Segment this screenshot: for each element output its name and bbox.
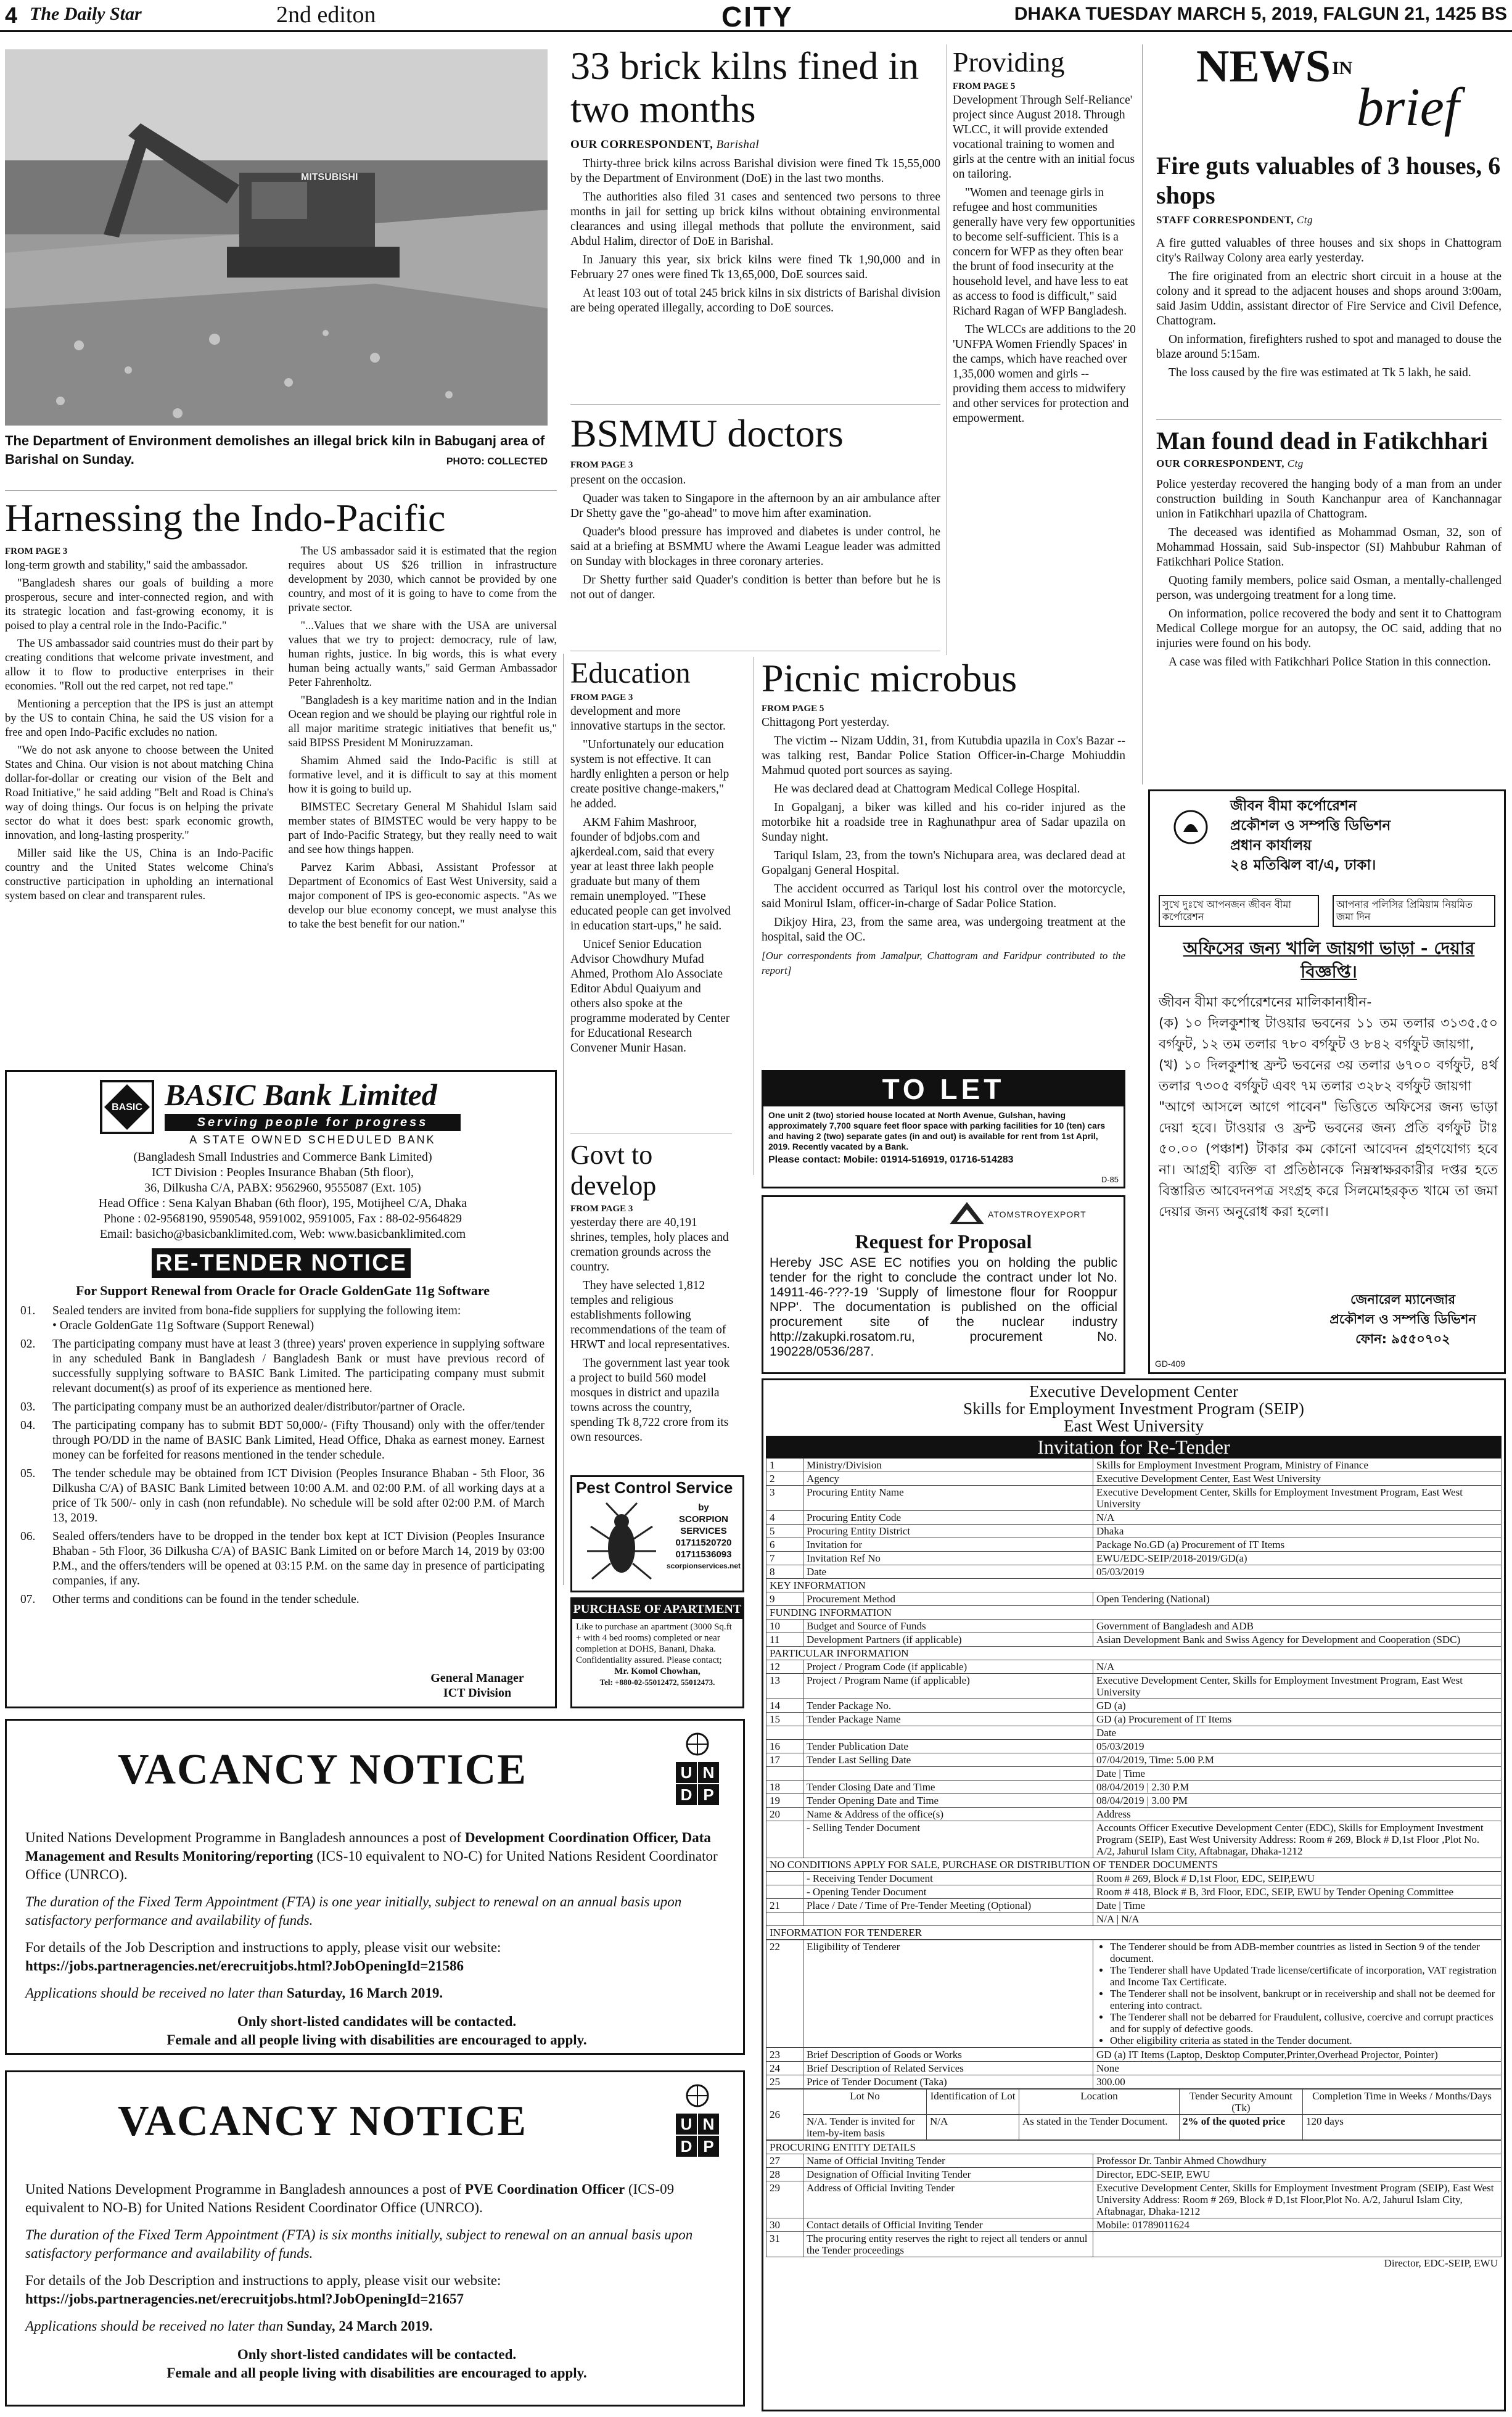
table-cell: 28: [766, 2168, 803, 2181]
contact-tel: Tel: +880-02-55012472, 55012473.: [599, 1678, 715, 1687]
table-cell: 27: [766, 2154, 803, 2168]
table-row: [766, 1808, 1502, 1821]
table-row: [766, 1660, 1502, 1674]
slogan-right: আপনার পলিসির প্রিমিয়াম নিয়মিত জমা দিন: [1333, 895, 1495, 927]
table-cell: Address: [1093, 1808, 1502, 1821]
from-page: FROM PAGE 3: [570, 693, 633, 702]
divider: [570, 404, 940, 405]
table-cell: 2: [766, 1472, 803, 1486]
table-cell: Professor Dr. Tanbir Ahmed Chowdhury: [1093, 2154, 1502, 2168]
article-body: development and more innovative startups in the sector. "Unfortunately our education system is not effective. It can hardly enlighten a person or help create positive change-makers," he added. AKM Fahim Mashroor, founder of bdjobs.com and ajkerdeal.com, said that every year at least three lakh people graduate but many of them remain unemployed. "These educated people can get involved in education start-ups," he said. Unicef Senior Education Advisor Chowdhury Mufad Ahmed, Prothom Alo Associate Editor Abdul Quaiyum and others also spoke at the programme moderated by Center for Educational Research Convener Munir Hasan.: [570, 705, 731, 1055]
divider: [563, 654, 564, 1585]
byline: OUR CORRESPONDENT, Ctg: [1156, 458, 1304, 469]
slogan-left: সুখে দুঃখে আপনজন জীবন বীমা কর্পোরেশন: [1159, 895, 1319, 927]
machine-brand: MITSUBISHI: [301, 172, 358, 183]
table-cell: [766, 1913, 803, 1926]
headline: Govt to develop: [570, 1140, 657, 1201]
table-cell: 08/04/2019 | 3.00 PM: [1093, 1794, 1502, 1808]
un-emblem-icon: [670, 1732, 725, 1756]
table-cell: Executive Development Center, Skills for Employment Investment Program (SEIP), East West University Address: Room # 269, Block # D,1st Floor,Plot No. A/2, Jahurul Islam City, Aftabnagar, Dhaka-1212: [1093, 2181, 1502, 2218]
table-cell: 05/03/2019: [1093, 1740, 1502, 1753]
caption-text: The Department of Environment demolishes an illegal brick kiln in Babuganj area of Barishal on Sunday.: [5, 433, 545, 467]
article-providing: [953, 47, 1138, 430]
table-cell: 25: [766, 2075, 803, 2089]
table-row: [766, 1767, 1502, 1781]
table-cell: Date: [1093, 1726, 1502, 1740]
ad-title: TO LET: [763, 1072, 1124, 1106]
table-cell: Room # 418, Block # B, 3rd Floor, EDC, SEIP, EWU by Tender Opening Committee: [1093, 1885, 1502, 1899]
table-row: [766, 1525, 1502, 1538]
divider: [5, 490, 557, 491]
table-row: [766, 1511, 1502, 1525]
article-body: yesterday there are 40,191 shrines, temples, holy places and cremation grounds across the country. They have selected 1,812 temples and religious establishments following recommendations of the team of HRWT and local representatives. The government last year took a project to build 560 model mosques in district and upazila towns across the country, spending Tk 8,722 crore from its own resources.: [570, 1216, 730, 1444]
retender-subtitle: For Support Renewal from Oracle for Oracle GoldenGate 11g Software: [75, 1283, 490, 1298]
table-cell: Open Tendering (National): [1093, 1592, 1502, 1606]
jbc-logo-icon: [1172, 809, 1209, 846]
vacancy-title: VACANCY NOTICE: [118, 1746, 527, 1793]
news-in-brief-banner: [1196, 41, 1492, 139]
table-row: [766, 2075, 1502, 2089]
table-cell: 300.00: [1093, 2075, 1502, 2089]
table-row: [766, 1872, 1502, 1885]
byline: OUR CORRESPONDENT, Barishal: [570, 138, 760, 151]
table-cell: [1093, 2232, 1502, 2257]
photo-caption: [5, 432, 548, 469]
eligibility-list: [1096, 1941, 1498, 2046]
table-cell: 14: [766, 1699, 803, 1713]
table-cell: [766, 1821, 803, 1858]
bank-contact: (Bangladesh Small Industries and Commerce Bank Limited) ICT Division : Peoples Insurance Bhaban (5th floor), 36, Dilkusha C/A, PABX: 9562960, 9555087 (Ext. 105) Head Office : Sena Kalyan Bhaban (6th floor), 195, Motijheel C/A, Dhaka Phone : 02-9568190, 9590548, 9591002, 9591005, Fax : 88-02-9564829 Email: basicho@basicbanklimited.com, Web: www.basicbanklimited.com: [98, 1150, 467, 1241]
list-item: 03. The participating company must be an authorized dealer/distributor/partner of Oracle.: [20, 1401, 466, 1414]
table-row: [766, 1740, 1502, 1753]
table-cell: The procuring entity reserves the right to reject all tenders or annul the Tender proceedings: [803, 2232, 1093, 2257]
table-cell: Room # 269, Block # D,1st Floor, EDC, SEIP,EWU: [1093, 1872, 1502, 1885]
undp-logo: [670, 2083, 725, 2176]
table-cell: 29: [766, 2181, 803, 2218]
tender-table-2: [766, 2048, 1502, 2089]
table-cell: 18: [766, 1781, 803, 1794]
table-cell: Tender Last Selling Date: [803, 1753, 1093, 1767]
table-cell: Procuring Entity District: [803, 1525, 1093, 1538]
table-row: [766, 1713, 1502, 1726]
table-cell: Procurement Method: [803, 1592, 1093, 1606]
list-item: 01. Sealed tenders are invited from bona-fide suppliers for supplying the following item: • Oracle GoldenGate 11g Software (Support Renewal): [20, 1304, 461, 1332]
ad-code: GD-409: [1155, 1359, 1186, 1369]
eligibility-table: [766, 1940, 1502, 2048]
table-row: [766, 1592, 1502, 1606]
notice-title: অফিসের জন্য খালি জায়গা ভাড়া - দেয়ার বিজ্ঞপ্তি।: [1183, 938, 1475, 982]
list-item: • The Tenderer shall not be insolvent, bankrupt or in receivership and shall not be deemed for entering into contract.: [1110, 1988, 1498, 2011]
cockroach-icon: [578, 1502, 665, 1588]
table-row: [766, 1885, 1502, 1899]
article-body: FROM PAGE 3 long-term growth and stability," said the ambassador. "Bangladesh shares our goals of building a more prosperous, secure and inter-connected region, and with its strategic location and fast-growing economy, it is poised to play a central role in the Indo-Pacific." The US ambassador said countries must do their part by creating conditions that welcome private investment, and allow it to flow to productive enterprises in their economies. "Roll out the red carpet, not red tape." Mentioning a perception that the IPS is just an attempt by the US to contain China, he said the US vision for a free and open Indo-Pacific excludes no nation. "We do not ask anyone to choose between the United States and China. Our vision is not about matching China dollar-for-dollar or creating our vision of the Belt and Road Initiative," he said adding "Belt and Road is China's way of doing things. Our focus is on helping the private sector do what it does best: spark economic growth, innovation, and long-lasting prosperity." Miller said like the US, China is an Indo-Pacific country and the United States welcome China's constructive participation in upholding an international system based on clear and transparent rules. The US ambassador said it is estimated that the region requires about US $26 trillion in infrastructure development by 2030, which cannot be provided by one country, and most of it is going to have to come from the private sector. "...Values that we share with the USA are universal values that we try to project: democracy, rule of law, human rights, justice. In big words, this is what every human being actually wants," said German Ambassador Peter Fahrenholtz. "Bangladesh is a key maritime nation and in the Indian Ocean region and we should be playing our rightful role in all major maritime strategic initiatives that benefit us," said BIPSS President M Moniruzzaman. Shamim Ahmed said the Indo-Pacific is still at formative level, and it is difficult to say at this moment how it is going to build up. BIMSTEC Secretary General M Shahidul Islam said member states of BIMSTEC would be very happy to be part of Indo-Pacific Strategy, but they really need to wait and see how things happen. Parvez Karim Abbasi, Assistant Professor at Department of Economics of East West University, said a major component of IPS is geo-economic aspects. "As we develop our blue economy concept, we must analyse this to take the best benefit for our nation.": [5, 545, 557, 931]
table-cell: Executive Development Center, East West University: [1093, 1472, 1502, 1486]
article-body: present on the occasion. Quader was taken to Singapore in the afternoon by an air ambulance after Dr Shetty gave the "go-ahead" to move him after examination. Quader's blood pressure has improved and diabetes is under control, he said at a briefing at BSMMU where the Awami League leader was admitted on Sunday with blockages in three coronary arteries. Dr Shetty further said Quader's condition is better than before but he is not out of danger.: [570, 474, 940, 601]
ad-vacancy-notice-1: [5, 1719, 745, 2055]
brief-label: brief: [1357, 78, 1460, 138]
signature-block: General Manager ICT Division: [430, 1671, 524, 1700]
table-cell: Executive Development Center, Skills for Employment Investment Program, East West University: [1093, 1674, 1502, 1699]
table-row: 26 Lot No Identification of Lot Location Tender Security Amount (Tk) Completion Time in Weeks / Months/Days: [766, 2090, 1502, 2115]
article-body: Chittagong Port yesterday. The victim -- Nizam Uddin, 31, from Kutubdia upazila in Cox's Bazar -- was talking rest, Bandar Police Station Officer-in-Charge Mohiuddin Mahmud quoted port sources as saying. He was declared dead at Chattogram Medical College Hospital. In Gopalganj, a biker was killed and his co-rider injured as the motorbike hit a roadside tree in Raghunathpur area of Sadar upazila on Sunday night. Tariqul Islam, 23, from the town's Nichupara area, was declared dead at Gopalganj General Hospital. The accident occurred as Tariqul lost his control over the motorcycle, said Monirul Islam, officer-in-charge of Sadar Police Station. Dikjoy Hira, 23, from the same area, was undergoing treatment at the hospital, said the OC. [Our correspondents from Jamalpur, Chattogram and Faridpur contributed to the report]: [762, 715, 1125, 978]
list-item: 02. The participating company must have at least 3 (three) years' proven experience in supplying software in any scheduled Bank in Bangladesh / Bangladesh Bank or must have previous record of successfully supplying software to BASIC Bank Limited. The participating company must submit relevant document(s) as proof of its experience as mentioned here.: [20, 1338, 544, 1395]
headline: Harnessing the Indo-Pacific: [5, 496, 446, 540]
news-label: NEWS: [1196, 41, 1331, 92]
procuring-entity-table: [766, 2140, 1502, 2257]
ad-title: Pest Control Service: [576, 1478, 733, 1497]
table-row: [766, 2218, 1502, 2232]
list-item: • The Tenderer shall have Updated Trade license/certificate of incorporation, VAT registration and Income Tax Certificate.: [1110, 1964, 1498, 1988]
table-cell: 10: [766, 1620, 803, 1633]
lot-table: [766, 2089, 1502, 2140]
table-cell: None: [1093, 2062, 1502, 2075]
table-cell: GD (a): [1093, 1699, 1502, 1713]
table-cell: Date | Time: [1093, 1899, 1502, 1913]
ad-title: Request for Proposal: [855, 1230, 1032, 1253]
seip-title: Invitation for Re-Tender: [766, 1436, 1502, 1458]
table-cell: [803, 1726, 1093, 1740]
ad-contact: Please contact: Mobile: 01914-516919, 01716-514283: [768, 1155, 1014, 1165]
table-cell: 11: [766, 1633, 803, 1647]
ad-seip-retender: [762, 1378, 1506, 2411]
bank-tagline: Serving people for progress: [165, 1114, 461, 1131]
table-cell: Package No.GD (a) Procurement of IT Items: [1093, 1538, 1502, 1552]
headline: Providing: [953, 46, 1065, 78]
table-row: [766, 1794, 1502, 1808]
seip-header: Executive Development Center Skills for Employment Investment Program (SEIP) East West University: [963, 1382, 1304, 1435]
svg-text:BASIC: BASIC: [112, 1102, 142, 1113]
table-cell: Director, EDC-SEIP, EWU: [1093, 2168, 1502, 2181]
table-row: [766, 1565, 1502, 1579]
table-cell: Name of Official Inviting Tender: [803, 2154, 1093, 2168]
article-indo-pacific: [5, 496, 557, 932]
table-cell: Government of Bangladesh and ADB: [1093, 1620, 1502, 1633]
article-picnic: [762, 657, 1125, 982]
table-cell: - Opening Tender Document: [803, 1885, 1093, 1899]
table-row: N/A. Tender is invited for item-by-item basis N/A As stated in the Tender Document. 2% of the quoted price 120 days: [766, 2115, 1502, 2140]
from-page: FROM PAGE 3: [570, 460, 633, 470]
table-row: [766, 1472, 1502, 1486]
dateline: DHAKA TUESDAY MARCH 5, 2019, FALGUN 21, 1425 BS: [1014, 4, 1507, 24]
list-item: • The Tenderer shall not be debarred for Fraudulent, collusive, coercive and corrupt practices and for supply of defective goods.: [1110, 2011, 1498, 2035]
table-row: [766, 1821, 1502, 1858]
signature-block: জেনারেল ম্যানেজার প্রকৌশল ও সম্পত্তি ডিভিশন ফোন: ৯৫৫০৭০২: [1329, 1292, 1476, 1346]
table-row: [766, 1486, 1502, 1511]
table-row: [766, 1699, 1502, 1713]
ad-pest-control: [570, 1475, 744, 1592]
table-cell: 7: [766, 1552, 803, 1565]
retender-title: RE-TENDER NOTICE: [152, 1248, 411, 1278]
divider: [1142, 44, 1143, 784]
ad-text: One unit 2 (two) storied house located at North Avenue, Gulshan, having approximately 7,700 square feet floor space with parking facilities for 10 (ten) cars and having 2 (two) separate gates (in and out) is available for rent from 1st April, 2019. Recently vacated by a Bank.: [768, 1110, 1106, 1151]
table-section-header: FUNDING INFORMATION: [766, 1606, 1502, 1620]
org-header: জীবন বীমা কর্পোরেশন প্রকৌশল ও সম্পত্তি ডিভিশন প্রধান কার্যালয় ২৪ মতিঝিল বা/এ, ঢাকা।: [1230, 798, 1391, 873]
table-cell: Price of Tender Document (Taka): [803, 2075, 1093, 2089]
table-cell: 6: [766, 1538, 803, 1552]
ad-request-proposal: [762, 1195, 1125, 1374]
table-row: [766, 1620, 1502, 1633]
article-brick-kilns: [570, 44, 940, 319]
list-item: 07. Other terms and conditions can be found in the tender schedule.: [20, 1593, 360, 1606]
page-header: [0, 0, 1512, 32]
table-cell: N/A | N/A: [1093, 1913, 1502, 1926]
table-row: [766, 1899, 1502, 1913]
table-row: [766, 1674, 1502, 1699]
contact-name: Mr. Komol Chowhan,: [614, 1666, 701, 1676]
table-cell: 13: [766, 1674, 803, 1699]
table-cell: [803, 1767, 1093, 1781]
from-page: FROM PAGE 5: [953, 81, 1016, 91]
ad-text: Like to purchase an apartment (3000 Sq.ft + with 4 bed rooms) completed or near completion at DOHS, Banani, Dhaka. Confidentiality assured. Please contact;: [576, 1622, 732, 1665]
photo-credit: PHOTO: COLLECTED: [446, 456, 548, 467]
table-cell: GD (a) Procurement of IT Items: [1093, 1713, 1502, 1726]
basic-bank-logo-icon: [99, 1079, 155, 1135]
table-cell: Dhaka: [1093, 1525, 1502, 1538]
table-cell: Procuring Entity Name: [803, 1486, 1093, 1511]
table-cell: Budget and Source of Funds: [803, 1620, 1093, 1633]
table-cell: Invitation for: [803, 1538, 1093, 1552]
table-cell: Tender Publication Date: [803, 1740, 1093, 1753]
divider: [1156, 419, 1502, 420]
table-cell: 16: [766, 1740, 803, 1753]
table-cell: - Receiving Tender Document: [803, 1872, 1093, 1885]
article-fire: [1156, 151, 1502, 384]
contributor-note: [Our correspondents from Jamalpur, Chattogram and Faridpur contributed to the report]: [762, 950, 1125, 976]
ad-vacancy-notice-2: [5, 2070, 745, 2407]
vacancy-body: United Nations Development Programme in Bangladesh announces a post of PVE Coordination Officer (ICS-09 equivalent to NO-B) for United Nations Resident Coordinator Office (UNRCO). The duration of the Fixed Term Appointment (FTA) is six months initially, subject to renewal on an annual basis upon satisfactory performance and availability of funds. For details of the Job Description and instructions to apply, please visit our website: https://jobs.partneragencies.net/erecruitjobs.html?JobOpeningId=21657 Applications should be received no later than Sunday, 24 March 2019. Only short-listed candidates will be contacted. Female and all people living with disabilities are encouraged to apply.: [25, 2180, 728, 2382]
job-url-link[interactable]: https://jobs.partneragencies.net/erecruitjobs.html?JobOpeningId=21657: [25, 2291, 464, 2307]
table-row: [766, 1753, 1502, 1767]
table-cell: 08/04/2019 | 2.30 P.M: [1093, 1781, 1502, 1794]
table-row: [766, 2062, 1502, 2075]
table-cell: 12: [766, 1660, 803, 1674]
table-cell: 31: [766, 2232, 803, 2257]
from-page: FROM PAGE 3: [570, 1204, 633, 1214]
table-cell: Designation of Official Inviting Tender: [803, 2168, 1093, 2181]
article-body: A fire gutted valuables of three houses and six shops in Chattogram city's Railway Colony area early yesterday. The fire originated from an electric short circuit in a house at the colony and it spread to the adjacent houses and shops around 3:00am, said Jasim Uddin, assistant director of Fire Service and Civil Defence, Chattogram. On information, firefighters rushed to spot and managed to douse the blaze around 5:15am. The loss caused by the fire was estimated at Tk 5 lakh, he said.: [1156, 237, 1502, 379]
table-cell: Contact details of Official Inviting Tender: [803, 2218, 1093, 2232]
table-cell: [766, 1726, 803, 1740]
table-row: [766, 2154, 1502, 2168]
table-cell: Accounts Officer Executive Development Center (EDC), Skills for Employment Investment Program (SEIP), East West University Address: Room # 269, Block # D,1st Floor ,Plot No. A/2, Jahurul Islam City, Aftabnagar, Dhaka-1212: [1093, 1821, 1502, 1858]
table-row: [766, 1579, 1502, 1592]
table-row: [766, 1858, 1502, 1872]
table-cell: 8: [766, 1565, 803, 1579]
table-cell: 1: [766, 1459, 803, 1472]
list-item: • The Tenderer should be from ADB-member countries as listed in Section 9 of the tender document.: [1110, 1941, 1498, 1964]
bank-status: A STATE OWNED SCHEDULED BANK: [189, 1134, 436, 1146]
pest-details: by SCORPION SERVICES 01711520720 01711536093 scorpionservices.net: [666, 1502, 741, 1570]
ad-basic-bank: [5, 1070, 557, 1708]
triangle-logo-icon: [948, 1201, 985, 1225]
ad-text: Hereby JSC ASE EC notifies you on holding the public tender for the right to conclude the contract under lot No. 14911-46-???-19 'Supply of limestone flour for Rooppur NPP'. The documentation is published on the official procurement site of the nuclear industry http://zakupki.rosatom.ru, procurement No. 190228/0536/287.: [770, 1256, 1117, 1359]
table-cell: [766, 1767, 803, 1781]
table-cell: 24: [766, 2062, 803, 2075]
table-cell: [766, 1885, 803, 1899]
table-cell: Agency: [803, 1472, 1093, 1486]
article-fatikchhari: [1156, 427, 1502, 673]
signature: Director, EDC-SEIP, EWU: [1384, 2257, 1498, 2269]
list-item: • Other eligibility criteria as stated in the Tender document.: [1110, 2035, 1498, 2046]
byline: STAFF CORRESPONDENT, Ctg: [1156, 214, 1313, 226]
table-cell: N/A: [1093, 1660, 1502, 1674]
ad-jiban-bima: [1148, 789, 1506, 1374]
table-row: [766, 1913, 1502, 1926]
table-row: [766, 1781, 1502, 1794]
table-cell: [766, 1872, 803, 1885]
table-row: PROCURING ENTITY DETAILS: [766, 2141, 1502, 2154]
notice-body: জীবন বীমা কর্পোরেশনের মালিকানাধীন- (ক) ১০ দিলকুশাস্থ টাওয়ার ভবনের ১১ তম তলার ৩১৩৫.৫০ বর্গফুট, ১২ তম তলার ৭৮০ বর্গফুট ও ৮৪২ বর্গফুট জায়গা, (খ) ১০ দিলকুশাস্থ ফ্রন্ট ভবনের ৩য় তলার ৬৭০০ বর্গফুট, ৪র্থ তলার ৭৩০৫ বর্গফুট এবং ৭ম তলার ৩২৮২ বর্গফুট জায়গা "আগে আসলে আগে পাবেন" ভিত্তিতে অফিসের জন্য ভাড়া দেয়া হবে। টাওয়ার ও ফ্রন্ট ভবনের জন্য প্রতি বর্গফুট টাঃ ৫০.০০ (পঞ্চাশ) টাকার কম কোনো আবেদন গ্রহণযোগ্য হবে না। আগ্রহী ব্যক্তি বা প্রতিষ্ঠানকে নিম্নস্বাক্ষরকারীর দপ্তর হতে বিস্তারিত আবেদনপত্র সংগ্রহ করে সিলমোহরকৃত খামে তা জমা দেয়ার জন্য অনুরোধ করা হলো।: [1159, 995, 1498, 1220]
table-cell: Tender Package No.: [803, 1699, 1093, 1713]
list-item: 04. The participating company has to submit BDT 50,000/- (Fifty Thousand) only with the offer/tender through PO/DD in the name of BASIC Bank Limited, Head Office, Dhaka as earnest money. Earnest money can be forfeited for reasons mentioned in the tender schedule.: [20, 1419, 544, 1462]
headline: 33 brick kilns fined in two months: [570, 44, 919, 131]
table-cell: 21: [766, 1899, 803, 1913]
ad-code: D-85: [1101, 1175, 1119, 1184]
in-label: IN: [1332, 58, 1353, 78]
table-cell: 07/04/2019, Time: 5.00 P.M: [1093, 1753, 1502, 1767]
headline: Picnic microbus: [762, 656, 1017, 700]
table-row: [766, 1926, 1502, 1940]
table-cell: Executive Development Center, Skills for Employment Investment Program, East West University: [1093, 1486, 1502, 1511]
headline: Man found dead in Fatikchhari: [1156, 427, 1488, 455]
table-cell: Date | Time: [1093, 1767, 1502, 1781]
from-page: FROM PAGE 5: [762, 704, 824, 714]
table-cell: Tender Opening Date and Time: [803, 1794, 1093, 1808]
table-cell: - Selling Tender Document: [803, 1821, 1093, 1858]
table-section-header: INFORMATION FOR TENDERER: [766, 1926, 1502, 1940]
table-row: [766, 1538, 1502, 1552]
table-cell: 17: [766, 1753, 803, 1767]
table-section-header: PARTICULAR INFORMATION: [766, 1647, 1502, 1660]
headline: Fire guts valuables of 3 houses, 6 shops: [1156, 152, 1501, 209]
table-cell: 05/03/2019: [1093, 1565, 1502, 1579]
table-cell: Address of Official Inviting Tender: [803, 2181, 1093, 2218]
ad-purchase-apartment: [570, 1597, 744, 1708]
vacancy-title: VACANCY NOTICE: [118, 2098, 527, 2145]
table-row: [766, 1606, 1502, 1620]
vacancy-body: United Nations Development Programme in Bangladesh announces a post of Development Coordination Officer, Data Management and Results Monitoring/reporting (ICS-10 equivalent to NO-C) for United Nations Resident Coordinator Office (UNRCO). The duration of the Fixed Term Appointment (FTA) is one year initially, subject to renewal on an annual basis upon satisfactory performance and availability of funds. For details of the Job Description and instructions to apply, please visit our website: https://jobs.partneragencies.net/erecruitjobs.html?JobOpeningId=21586 Applications should be received no later than Saturday, 16 March 2019. Only short-listed candidates will be contacted. Female and all people living with disabilities are encouraged to apply.: [25, 1829, 728, 2049]
list-item: 06. Sealed offers/tenders have to be dropped in the tender box kept at ICT Division (Peoples Insurance Bhaban - 5th Floor, 36 Dilkusha C/A) of BASIC Bank Limited on or before March 14, 2019 by 03:00 P.M., and the offers/tenders will be opened at 03:15 P.M. on the same day in presence of participating companies, if any.: [20, 1530, 544, 1587]
excavator-photo-illustration: [5, 49, 548, 426]
basic-logo: [99, 1079, 155, 1135]
table-cell: Place / Date / Time of Pre-Tender Meeting (Optional): [803, 1899, 1093, 1913]
table-cell: Date: [803, 1565, 1093, 1579]
table-cell: Project / Program Code (if applicable): [803, 1660, 1093, 1674]
table-row: [766, 1647, 1502, 1660]
table-cell: 23: [766, 2048, 803, 2062]
table-cell: Asian Development Bank and Swiss Agency for Development and Cooperation (SDC): [1093, 1633, 1502, 1647]
table-row: [766, 1459, 1502, 1472]
table-section-header: KEY INFORMATION: [766, 1579, 1502, 1592]
table-cell: EWU/EDC-SEIP/2018-2019/GD(a): [1093, 1552, 1502, 1565]
edition-label: 2nd editon: [276, 2, 376, 28]
undp-letters: U N D P: [676, 1762, 719, 1805]
list-item: 05. The tender schedule may be obtained from ICT Division (Peoples Insurance Bhaban - 5th Floor, 36 Dilkusha C/A) of BASIC Bank Limited between 10:00 A.M. and 02:00 P.M. of all working days at a price of Tk 500/- only in cash (non refundable). No schedule will be sold after 02:00 P.M. of March 13, 2019.: [20, 1467, 544, 1525]
table-cell: 20: [766, 1808, 803, 1821]
retender-items: [20, 1304, 544, 1611]
atomstroyexport-logo: ATOMSTROYEXPORT: [948, 1201, 1121, 1228]
table-cell: Brief Description of Related Services: [803, 2062, 1093, 2075]
headline: Education: [570, 657, 691, 690]
masthead-logo: The Daily Star: [30, 4, 142, 24]
undp-logo: [670, 1732, 725, 1824]
table-row: [766, 1552, 1502, 1565]
table-cell: Ministry/Division: [803, 1459, 1093, 1472]
headline: BSMMU doctors: [570, 411, 844, 455]
table-row: [766, 2048, 1502, 2062]
table-row: [766, 1726, 1502, 1740]
table-row: [766, 2232, 1502, 2257]
table-cell: Skills for Employment Investment Program, Ministry of Finance: [1093, 1459, 1502, 1472]
table-cell: 15: [766, 1713, 803, 1726]
ad-title: PURCHASE OF APARTMENT: [572, 1599, 742, 1619]
table-cell: [803, 1913, 1093, 1926]
from-page: FROM PAGE 3: [5, 546, 68, 556]
ad-to-let: [762, 1070, 1125, 1188]
table-row: [766, 2168, 1502, 2181]
table-row: [766, 1633, 1502, 1647]
table-cell: Project / Program Name (if applicable): [803, 1674, 1093, 1699]
table-cell: 3: [766, 1486, 803, 1511]
article-body: Thirty-three brick kilns across Barishal division were fined Tk 15,55,000 by the Department of Environment (DoE) in the last two months. The authorities also filed 31 cases and sentenced two persons to three months in jail for setting up brick kilns without obtaining environmental clearances and using illegal methods that pollute the environment, said Abdul Halim, director of DoE in Barishal. In January this year, six brick kilns were fined Tk 1,90,000 and in February 27 ones were fined Tk 13,65,000, DoE sources said. At least 103 out of total 245 brick kilns in six districts of Barishal division are being operated illegally, according to DoE sources.: [570, 157, 940, 315]
table-cell: Procuring Entity Code: [803, 1511, 1093, 1525]
table-cell: 4: [766, 1511, 803, 1525]
table-row: 22 Eligibility of Tenderer • The Tenderer should be from ADB-member countries as listed in Section 9 of the tender document. • The Tenderer shall have Updated Trade license/certificate of incorporation, VAT registration and Income Tax Certificate. • The Tenderer shall not be insolvent, bankrupt or in receivership and shall not be deemed for entering into contract. • The Tenderer shall not be debarred for Fraudulent, collusive, coercive and corrupt practices and for supply of defective goods. • Other eligibility criteria as stated in the Tender document.: [766, 1940, 1502, 2048]
table-cell: Tender Closing Date and Time: [803, 1781, 1093, 1794]
undp-letters: U N D P: [676, 2114, 719, 2157]
table-cell: Invitation Ref No: [803, 1552, 1093, 1565]
bank-name: BASIC Bank Limited: [165, 1077, 437, 1112]
article-govt-develop: [570, 1140, 732, 1449]
table-cell: 5: [766, 1525, 803, 1538]
table-cell: Brief Description of Goods or Works: [803, 2048, 1093, 2062]
un-emblem-icon: [670, 2083, 725, 2108]
article-education: [570, 657, 732, 1060]
tender-table: [766, 1458, 1502, 1940]
table-cell: 19: [766, 1794, 803, 1808]
table-row: [766, 2181, 1502, 2218]
article-body: Development Through Self-Reliance' project since August 2018. Through WLCC, it will provide extended vocational training to women and girls at the centre with an initial focus on tailoring. "Women and teenage girls in refugee and host communities generally have very few opportunities to become self-sufficient. This is a concern for WFP as they often bear the brunt of food insecurity at the household level, and have less to eat as access to food is difficult," said Richard Ragan of WFP Bangladesh. The WLCCs are additions to the 20 'UNFPA Women Friendly Spaces' in the camps, which have reached over 1,35,000 women and girls -- providing them access to midwifery and other services for protection and empowerment.: [953, 94, 1136, 425]
news-photo: [5, 49, 548, 426]
table-section-header: NO CONDITIONS APPLY FOR SALE, PURCHASE OR DISTRIBUTION OF TENDER DOCUMENTS: [766, 1858, 1502, 1872]
article-bsmmu: [570, 412, 940, 606]
page-number: 4: [5, 2, 18, 28]
section-title: CITY: [721, 1, 794, 33]
job-url-link[interactable]: https://jobs.partneragencies.net/erecruitjobs.html?JobOpeningId=21586: [25, 1958, 464, 1974]
table-cell: 9: [766, 1592, 803, 1606]
table-cell: Tender Package Name: [803, 1713, 1093, 1726]
article-body: Police yesterday recovered the hanging body of a man from an under construction building in South Kanchanpur area of Kanchannagar union in Fatikchhari upazila of Chattogram. The deceased was identified as Mohammad Osman, 32, son of Mohammad Hossain, said Sub-inspector (SI) Mahbubur Rahman of Fatikchhari Police Station. Quoting family members, police said Osman, a mentally-challenged person, was undergoing treatment for a long time. On information, police recovered the body and sent it to Chattogram Medical College morgue for an autopsy, the OC said, adding that no injuries were found on his body. A case was filed with Fatikchhari Police Station in this connection.: [1156, 478, 1502, 669]
table-cell: Mobile: 01789011624: [1093, 2218, 1502, 2232]
table-cell: GD (a) IT Items (Laptop, Desktop Computer,Printer,Overhead Projector, Pointer): [1093, 2048, 1502, 2062]
table-cell: 30: [766, 2218, 803, 2232]
table-cell: Development Partners (if applicable): [803, 1633, 1093, 1647]
table-cell: N/A: [1093, 1511, 1502, 1525]
table-cell: Name & Address of the office(s): [803, 1808, 1093, 1821]
